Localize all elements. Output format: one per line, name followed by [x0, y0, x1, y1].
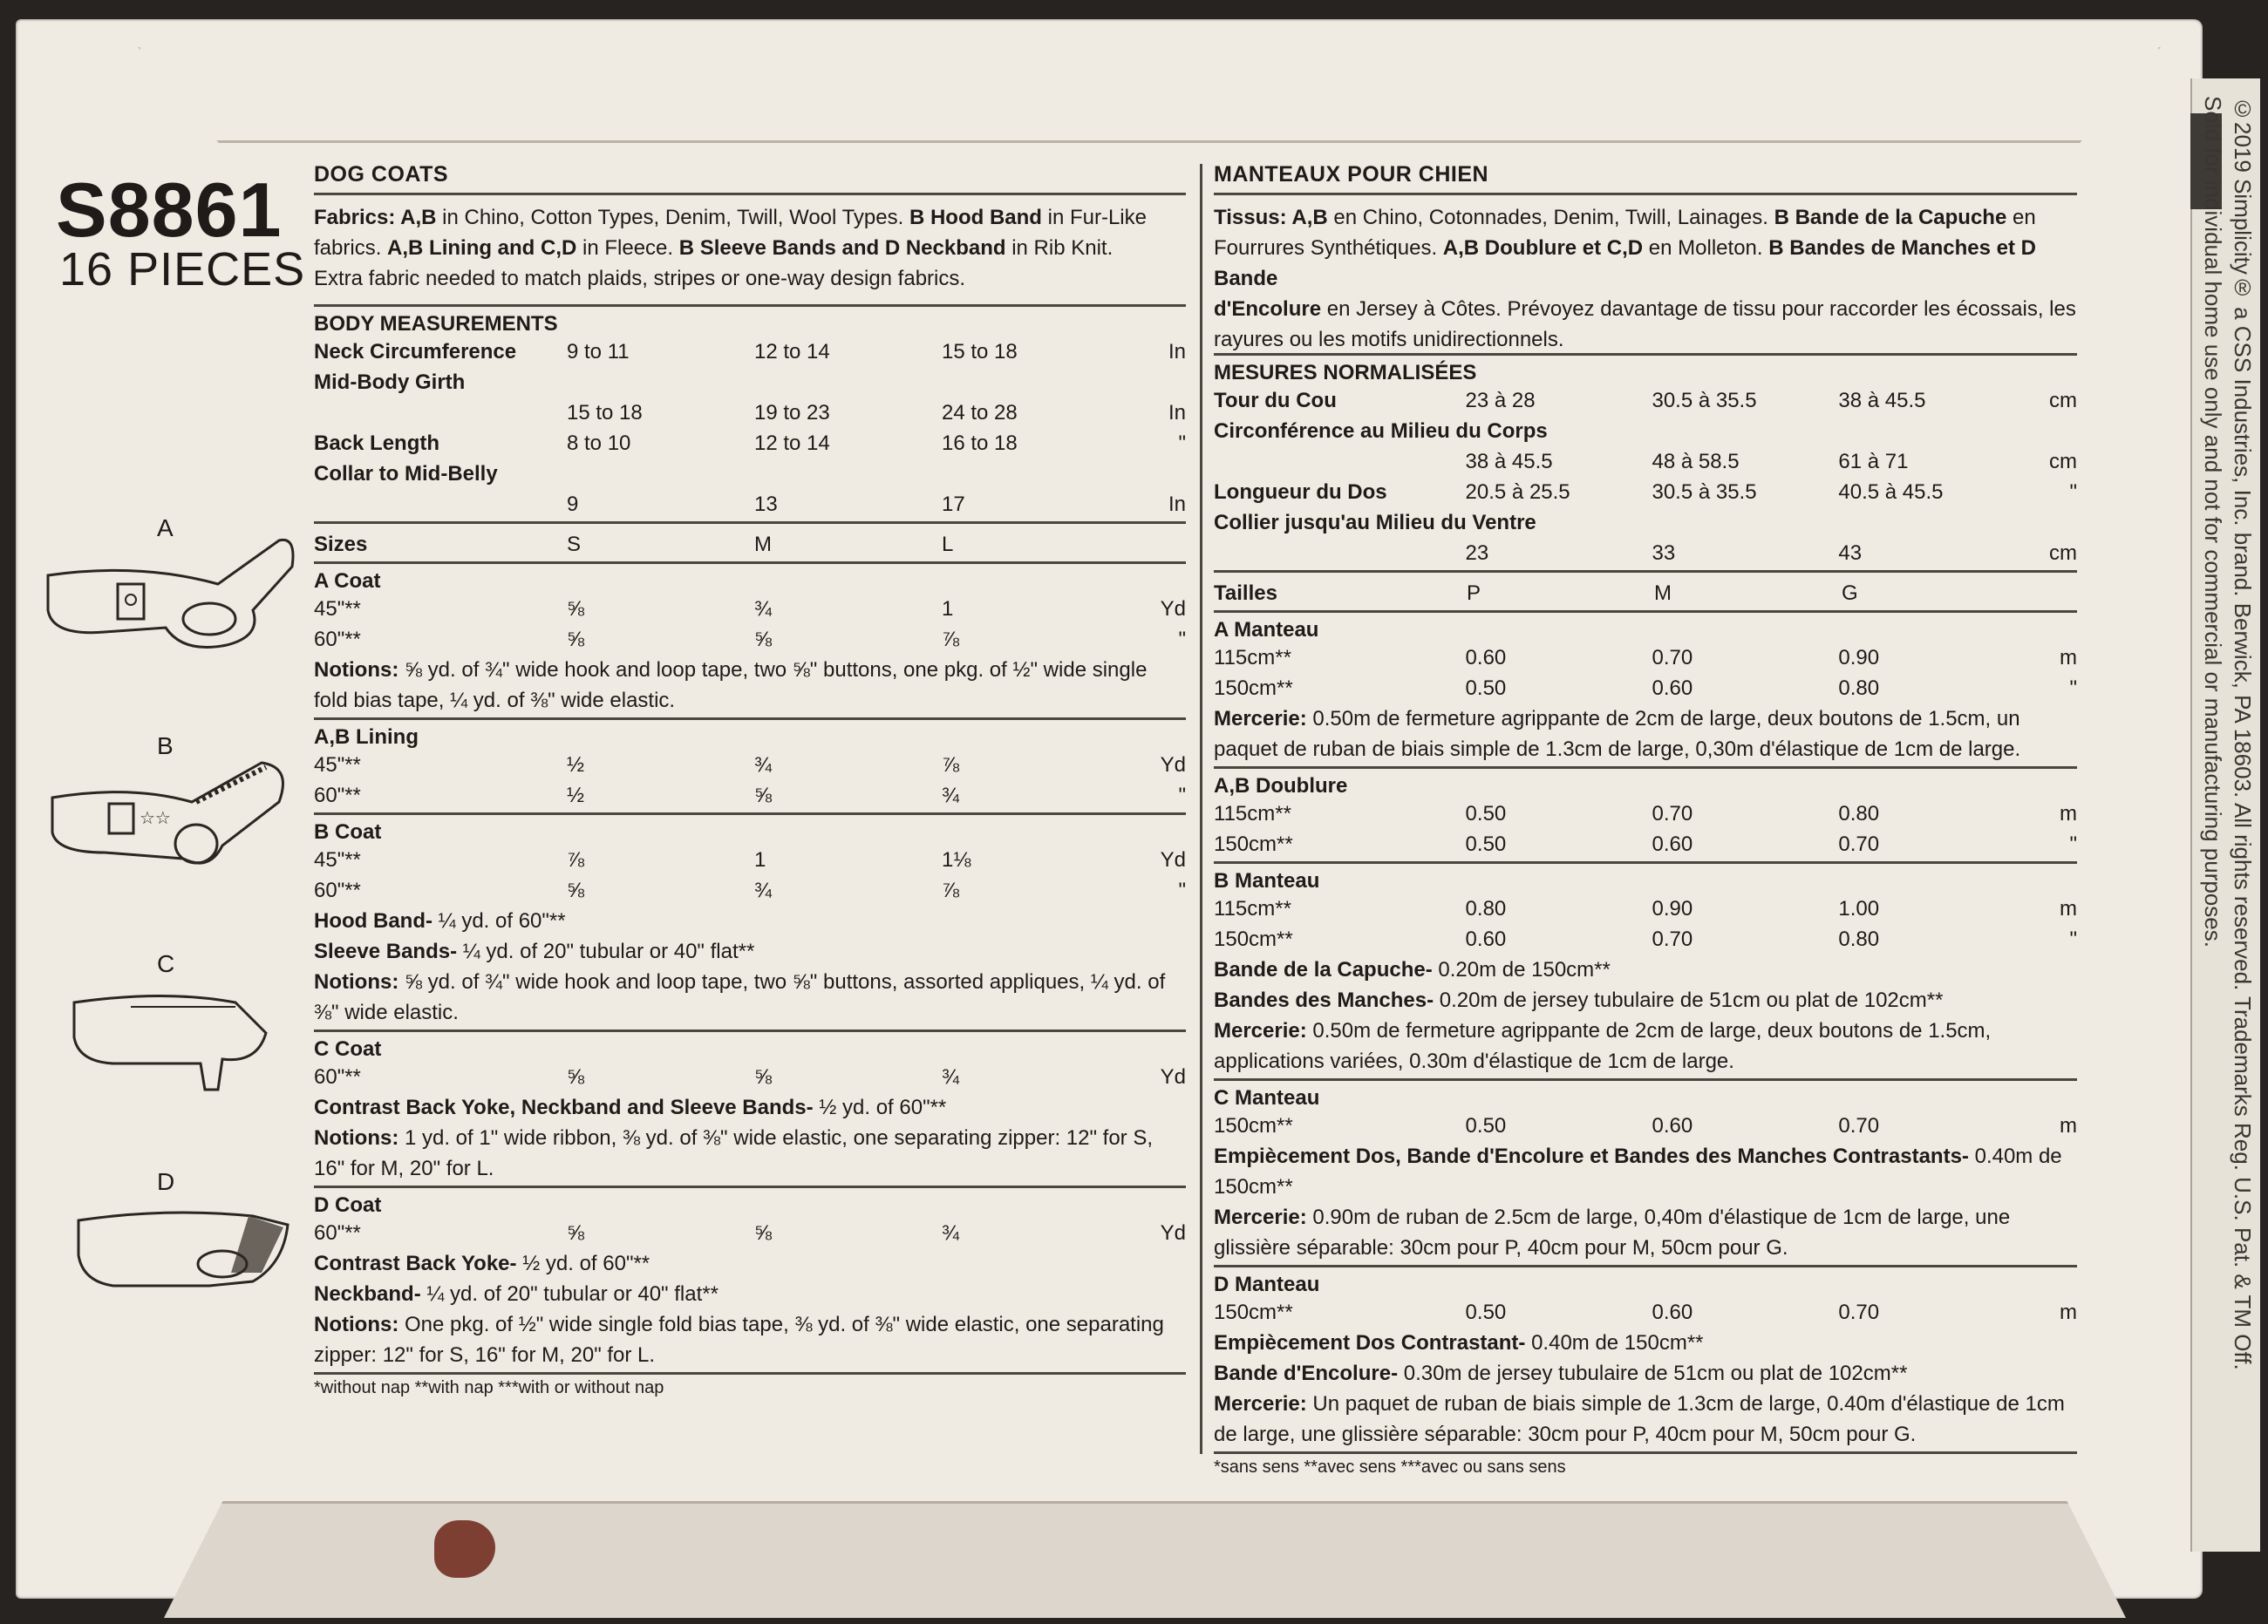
french-column	[1214, 162, 2077, 1478]
fabrics-text-part: en	[2006, 206, 2036, 229]
divider	[314, 812, 1186, 815]
sizes-row	[1214, 578, 2077, 608]
notions-value: 0.90m de ruban de 2.5cm de large, 0,40m d'élastique de 1cm de large, une glissière séparable: 30cm pour P, 40cm pour M, 50cm pour G.	[1214, 1206, 2011, 1260]
notions-text	[1214, 703, 2077, 764]
cell: ⅝	[754, 1221, 773, 1245]
fabrics-text-part: fabrics.	[314, 236, 388, 260]
yardage-row	[314, 875, 1186, 906]
yardage-row	[1214, 1297, 2077, 1328]
unit: Yd	[1160, 597, 1186, 621]
notions-value: 1 yd. of 1" wide ribbon, ⅜ yd. of ⅜" wide elastic, one separating zipper: 12" for S, 16" for M, 20" for L.	[314, 1126, 1154, 1180]
notions-value: One pkg. of ½" wide single fold bias tape, ⅜ yd. of ⅜" wide elastic, one separating zipper: 12" for S, 16" for M, 20" for L.	[314, 1313, 1164, 1367]
cell: 23 à 28	[1465, 389, 1536, 412]
cell: 43	[1838, 541, 1863, 565]
section-title: MANTEAUX POUR CHIEN	[1214, 162, 2077, 195]
row-label: Neck Circumference	[314, 340, 517, 364]
notions-text	[1214, 1389, 2077, 1450]
notions-text	[314, 967, 1186, 1028]
view-title: B Coat	[314, 820, 382, 844]
row-label: 45"**	[314, 597, 361, 621]
row-label: 150cm**	[1214, 676, 1293, 700]
divider	[1214, 1265, 2077, 1267]
cell: 24 to 28	[942, 401, 1018, 425]
unit: cm	[2049, 541, 2078, 565]
cell: 0.70	[1652, 646, 1693, 669]
cell: ⅞	[567, 848, 585, 872]
notions-value: ⅝ yd. of ¾" wide hook and loop tape, two ⅝" buttons, one pkg. of ½" wide single fold bias tape, ¼ yd. of ⅜" wide elastic.	[314, 658, 1148, 712]
fabrics-text-part: rayures ou les motifs unidirectionnels.	[1214, 328, 1564, 351]
cell: ¾	[942, 1221, 960, 1245]
notions-label: Notions:	[314, 1313, 399, 1336]
notions-value: 0.30m de jersey tubulaire de 51cm ou plat de 102cm**	[1398, 1362, 1908, 1385]
cell: 33	[1652, 541, 1676, 565]
measurement-row	[314, 398, 1186, 428]
cell: 19 to 23	[754, 401, 830, 425]
sleeve-bands-text	[314, 936, 1186, 967]
cell: 0.70	[1838, 832, 1880, 856]
cell: ⅝	[567, 597, 585, 621]
yardage-row	[314, 594, 1186, 624]
row-label: 150cm**	[1214, 928, 1293, 951]
cell: 0.80	[1838, 928, 1880, 951]
cell: 0.70	[1838, 1301, 1880, 1324]
view-title: A Manteau	[1214, 618, 1319, 642]
sizes-row	[314, 529, 1186, 560]
fabrics-label: Tissus: A,B	[1214, 206, 1328, 229]
cell: 0.50	[1465, 676, 1507, 700]
view-title: C Coat	[314, 1037, 382, 1061]
notions-text	[314, 1309, 1186, 1370]
cell: 0.60	[1652, 676, 1693, 700]
notions-label: Contrast Back Yoke-	[314, 1252, 517, 1275]
cell: 16 to 18	[942, 431, 1018, 455]
measurement-row	[314, 367, 1186, 398]
notions-value: ½ yd. of 60"**	[516, 1252, 650, 1275]
yardage-row	[1214, 1111, 2077, 1141]
view-c	[35, 950, 314, 1168]
row-label: 60"**	[314, 1065, 361, 1089]
cell: 0.60	[1652, 1301, 1693, 1324]
unit: Yd	[1160, 753, 1186, 777]
fabrics-text-part: in Chino, Cotton Types, Denim, Twill, Wool Types.	[436, 206, 909, 229]
divider	[314, 521, 1186, 524]
row-label: 60"**	[314, 1221, 361, 1245]
cell: 9 to 11	[567, 340, 630, 364]
cell: ¾	[754, 879, 773, 902]
contrast-text	[314, 1248, 1186, 1279]
unit: m	[2060, 646, 2078, 669]
cell: P	[1467, 581, 1481, 605]
notions-label: Empiècement Dos Contrastant-	[1214, 1331, 1526, 1355]
divider	[1214, 610, 2077, 613]
unit: "	[1178, 879, 1186, 902]
cell: G	[1842, 581, 1858, 605]
measurement-row	[314, 459, 1186, 489]
view-b	[35, 732, 314, 950]
cell: 30.5 à 35.5	[1652, 389, 1757, 412]
fabrics-text-part: in Fur-Like	[1041, 206, 1147, 229]
measurement-row	[314, 428, 1186, 459]
notions-label: Empiècement Dos, Bande d'Encolure et Bandes des Manches Contrastants-	[1214, 1145, 1969, 1168]
unit: cm	[2049, 389, 2078, 412]
notions-value: ⅝ yd. of ¾" wide hook and loop tape, two ⅝" buttons, assorted appliques, ¼ yd. of ⅜" wide elastic.	[314, 970, 1166, 1024]
body-measurements-title: MESURES NORMALISÉES	[1214, 353, 2077, 385]
cell: ⅝	[567, 879, 585, 902]
unit: m	[2060, 802, 2078, 826]
cell: 61 à 71	[1838, 450, 1909, 473]
view-label: B	[157, 732, 174, 759]
fabrics-label: B Sleeve Bands and D Neckband	[678, 236, 1006, 260]
cell: ¾	[754, 753, 773, 777]
contrast-text	[314, 1092, 1186, 1123]
cell: ⅝	[567, 628, 585, 651]
notions-value: 0.20m de jersey tubulaire de 51cm ou plat de 102cm**	[1434, 989, 1944, 1012]
row-label: 45"**	[314, 753, 361, 777]
notions-label: Mercerie:	[1214, 1206, 1307, 1229]
notions-text	[1214, 1016, 2077, 1077]
pattern-number: S8861	[56, 166, 283, 253]
notions-label: Bandes des Manches-	[1214, 989, 1434, 1012]
notions-value: ¼ yd. of 20" tubular or 40" flat**	[420, 1282, 719, 1306]
cell: 0.60	[1652, 1114, 1693, 1138]
cell: 12 to 14	[754, 340, 830, 364]
row-label: 115cm**	[1214, 897, 1291, 921]
notions-label: Neckband-	[314, 1282, 421, 1306]
notions-label: Hood Band-	[314, 909, 432, 933]
row-label: 60"**	[314, 784, 361, 807]
unit: "	[1178, 784, 1186, 807]
row-label: Longueur du Dos	[1214, 480, 1387, 504]
view-title: A,B Lining	[314, 725, 419, 749]
cell: ⅞	[942, 879, 960, 902]
copyright-side-text: ©2019 Simplicity® a CSS Industries, Inc. brand. Berwick, PA 18603. All rights reserved. Trademarks Reg. U.S. Pat. & TM Off. Sold for individual home use only and not for commercial or manufacturing purposes.	[2200, 96, 2256, 1370]
view-title: A,B Doublure	[1214, 774, 1348, 798]
cell: 1⅛	[942, 848, 971, 872]
row-label: Circonférence au Milieu du Corps	[1214, 419, 1548, 443]
view-label: D	[157, 1168, 175, 1195]
measurement-row	[1214, 477, 2077, 507]
row-label: 115cm**	[1214, 646, 1291, 669]
fabrics-label: A,B Lining and C,D	[387, 236, 577, 260]
fabrics-text-part: en Jersey à Côtes. Prévoyez davantage de tissu pour raccorder les écossais, les	[1321, 297, 2076, 321]
measurement-row	[1214, 507, 2077, 538]
dog-coat-c-icon	[35, 968, 296, 1107]
view-title: D Manteau	[1214, 1273, 1320, 1296]
hood-band-text	[314, 906, 1186, 936]
envelope-top-flap	[138, 47, 2161, 143]
fabrics-label: B Bandes de Manches et D Bande	[1214, 236, 2036, 290]
measurement-row	[1214, 446, 2077, 477]
cell: M	[1654, 581, 1672, 605]
measurement-row	[314, 336, 1186, 367]
yardage-row	[1214, 894, 2077, 924]
cell: 0.80	[1465, 897, 1507, 921]
fabrics-text	[314, 202, 1186, 294]
contrast-text	[1214, 1328, 2077, 1358]
notions-label: Mercerie:	[1214, 1019, 1307, 1043]
yardage-row	[314, 624, 1186, 655]
cell: 8 to 10	[567, 431, 631, 455]
notions-label: Notions:	[314, 658, 399, 682]
cell: 38 à 45.5	[1838, 389, 1926, 412]
divider	[314, 1372, 1186, 1375]
hood-band-text	[1214, 955, 2077, 985]
cell: 0.90	[1652, 897, 1693, 921]
notions-value: Un paquet de ruban de biais simple de 1.3cm de large, 0.40m d'élastique de 1cm de large, une glissière séparable: 30cm pour P, 40cm pour M, 50cm pour G.	[1214, 1392, 2065, 1446]
cell: ⅝	[754, 784, 773, 807]
fabrics-text-part: Fourrures Synthétiques.	[1214, 236, 1443, 260]
cell: 0.60	[1652, 832, 1693, 856]
notions-text	[314, 655, 1186, 716]
cell: 0.60	[1465, 928, 1507, 951]
divider	[1214, 861, 2077, 864]
fabrics-text-part: in Rib Knit.	[1005, 236, 1114, 260]
view-label: A	[157, 514, 174, 541]
notions-label: Sleeve Bands-	[314, 940, 458, 963]
divider	[314, 717, 1186, 720]
row-label: 60"**	[314, 628, 361, 651]
divider	[1214, 570, 2077, 573]
cell: 0.90	[1838, 646, 1880, 669]
yardage-row	[314, 1062, 1186, 1092]
neckband-text	[1214, 1358, 2077, 1389]
yardage-row	[314, 1218, 1186, 1248]
cell: 13	[754, 493, 778, 516]
notions-text	[1214, 1202, 2077, 1263]
unit: In	[1168, 401, 1186, 425]
divider	[1214, 1451, 2077, 1454]
notions-value: ¼ yd. of 20" tubular or 40" flat**	[457, 940, 755, 963]
cell: ⅝	[567, 1221, 585, 1245]
cell: 30.5 à 35.5	[1652, 480, 1757, 504]
view-title: C Manteau	[1214, 1086, 1320, 1110]
measurement-row	[314, 489, 1186, 520]
notions-value: ½ yd. of 60"**	[813, 1096, 947, 1119]
unit: Yd	[1160, 848, 1186, 872]
view-illustrations	[35, 514, 314, 1386]
cell: 0.80	[1838, 802, 1880, 826]
sleeve-bands-text	[1214, 985, 2077, 1016]
fabrics-label: d'Encolure	[1214, 297, 1322, 321]
yardage-row	[314, 780, 1186, 811]
cell: 1	[754, 848, 766, 872]
cell: ⅞	[942, 628, 960, 651]
notions-value: 0.50m de fermeture agrippante de 2cm de large, deux boutons de 1.5cm, un paquet de ruban de biais simple de 1.3cm de large, 0,30m d'élastique de 1cm de large.	[1214, 707, 2021, 761]
cell: 0.50	[1465, 802, 1507, 826]
row-label: 115cm**	[1214, 802, 1291, 826]
row-label: 150cm**	[1214, 1301, 1293, 1324]
notions-text	[314, 1123, 1186, 1184]
cell: 12 to 14	[754, 431, 830, 455]
cell: ¾	[942, 1065, 960, 1089]
notions-label: Notions:	[314, 970, 399, 994]
measurement-row	[1214, 538, 2077, 568]
cell: 23	[1465, 541, 1489, 565]
english-column	[314, 162, 1186, 1398]
unit: "	[2069, 832, 2078, 856]
notions-value: 0.50m de fermeture agrippante de 2cm de large, deux boutons de 1.5cm, applications variées, 0.30m d'élastique de 1cm de large.	[1214, 1019, 1992, 1073]
divider	[314, 1029, 1186, 1032]
dog-coat-a-icon	[35, 532, 296, 671]
row-label: Back Length	[314, 431, 440, 455]
fabrics-label: Fabrics: A,B	[314, 206, 437, 229]
row-label: Tailles	[1214, 581, 1277, 605]
view-title: D Coat	[314, 1193, 382, 1217]
fabrics-text-part: en Molleton.	[1643, 236, 1769, 260]
notions-label: Mercerie:	[1214, 707, 1307, 730]
view-title: A Coat	[314, 569, 381, 593]
unit: "	[2069, 676, 2078, 700]
cell: 17	[942, 493, 965, 516]
cell: ⅝	[754, 1065, 773, 1089]
unit: "	[2069, 480, 2078, 504]
row-label: Tour du Cou	[1214, 389, 1337, 412]
dog-coat-b-icon	[35, 750, 296, 889]
divider	[1214, 766, 2077, 769]
unit: m	[2060, 1301, 2078, 1324]
view-d	[35, 1168, 314, 1386]
fabrics-label: B Bande de la Capuche	[1774, 206, 2007, 229]
yardage-row	[314, 845, 1186, 875]
cell: 1	[942, 597, 954, 621]
cell: S	[567, 533, 582, 556]
unit: "	[2069, 928, 2078, 951]
cell: ⅝	[754, 628, 773, 651]
fabrics-text-part: in Fleece.	[576, 236, 679, 260]
row-label: Collier jusqu'au Milieu du Ventre	[1214, 511, 1536, 534]
column-divider	[1200, 164, 1202, 1454]
view-label: C	[157, 950, 175, 977]
row-label: Mid-Body Girth	[314, 370, 466, 394]
cell: ¾	[942, 784, 960, 807]
section-title: DOG COATS	[314, 162, 1186, 195]
cell: 0.50	[1465, 832, 1507, 856]
cell: M	[754, 533, 772, 556]
notions-label: Bande de la Capuche-	[1214, 958, 1433, 982]
yardage-row	[1214, 798, 2077, 829]
cell: 0.80	[1838, 676, 1880, 700]
view-title: B Manteau	[1214, 869, 1320, 893]
yardage-row	[1214, 829, 2077, 860]
pattern-pieces: 16 PIECES	[59, 243, 306, 296]
notions-label: Bande d'Encolure-	[1214, 1362, 1399, 1385]
row-label: 150cm**	[1214, 832, 1293, 856]
row-label: 45"**	[314, 848, 361, 872]
row-label: 60"**	[314, 879, 361, 902]
row-label: 150cm**	[1214, 1114, 1293, 1138]
cell: ½	[567, 753, 585, 777]
contrast-text	[1214, 1141, 2077, 1202]
unit: m	[2060, 897, 2078, 921]
unit: Yd	[1160, 1221, 1186, 1245]
cell: 0.50	[1465, 1301, 1507, 1324]
cell: 40.5 à 45.5	[1838, 480, 1944, 504]
cell: 9	[567, 493, 579, 516]
unit: m	[2060, 1114, 2078, 1138]
cell: 1.00	[1838, 897, 1880, 921]
notions-value: 0.40m de 150cm**	[1525, 1331, 1704, 1355]
yardage-row	[1214, 642, 2077, 673]
notions-value: ¼ yd. of 60"**	[432, 909, 566, 933]
notions-label: Notions:	[314, 1126, 399, 1150]
dog-coat-d-icon	[35, 1186, 296, 1325]
yardage-row	[1214, 924, 2077, 955]
cell: 0.60	[1465, 646, 1507, 669]
unit: In	[1168, 340, 1186, 364]
cell: L	[942, 533, 954, 556]
unit: cm	[2049, 450, 2078, 473]
notions-label: Contrast Back Yoke, Neckband and Sleeve Bands-	[314, 1096, 814, 1119]
notions-value: 0.40m de 150cm**	[1214, 1145, 2062, 1199]
neckband-text	[314, 1279, 1186, 1309]
cell: 48 à 58.5	[1652, 450, 1740, 473]
notions-value: 0.20m de 150cm**	[1432, 958, 1611, 982]
measurement-row	[1214, 416, 2077, 446]
cell: 0.70	[1652, 802, 1693, 826]
view-a	[35, 514, 314, 732]
measurement-row	[1214, 385, 2077, 416]
fabrics-text-part: en Chino, Cotonnades, Denim, Twill, Lainages.	[1327, 206, 1774, 229]
cell: ⅞	[942, 753, 960, 777]
cell: ½	[567, 784, 585, 807]
row-label: Sizes	[314, 533, 368, 556]
cell: 15 to 18	[567, 401, 643, 425]
yardage-row	[1214, 673, 2077, 703]
cell: 0.70	[1652, 928, 1693, 951]
row-label: Collar to Mid-Belly	[314, 462, 498, 486]
unit: Yd	[1160, 1065, 1186, 1089]
divider	[314, 561, 1186, 564]
cell: 0.50	[1465, 1114, 1507, 1138]
divider	[1214, 1078, 2077, 1081]
cell: 38 à 45.5	[1465, 450, 1553, 473]
cell: 20.5 à 25.5	[1465, 480, 1570, 504]
fabrics-text	[1214, 202, 2077, 355]
svg-text:☆☆: ☆☆	[140, 809, 171, 828]
divider	[314, 1186, 1186, 1188]
notions-label: Mercerie:	[1214, 1392, 1307, 1416]
nap-footnote: *sans sens **avec sens ***avec ou sans sens	[1214, 1458, 1566, 1477]
fabrics-text-part: Extra fabric needed to match plaids, stripes or one-way design fabrics.	[314, 267, 966, 290]
fabrics-label: B Hood Band	[909, 206, 1042, 229]
unit: "	[1178, 628, 1186, 651]
cell: 15 to 18	[942, 340, 1018, 364]
cell: 0.70	[1838, 1114, 1880, 1138]
unit: In	[1168, 493, 1186, 516]
body-measurements-title: BODY MEASUREMENTS	[314, 304, 1186, 336]
cell: ¾	[754, 597, 773, 621]
cell: ⅝	[567, 1065, 585, 1089]
nap-footnote: *without nap **with nap ***with or without nap	[314, 1378, 664, 1397]
unit: "	[1178, 431, 1186, 455]
yardage-row	[314, 750, 1186, 780]
fabrics-label: A,B Doublure et C,D	[1442, 236, 1644, 260]
